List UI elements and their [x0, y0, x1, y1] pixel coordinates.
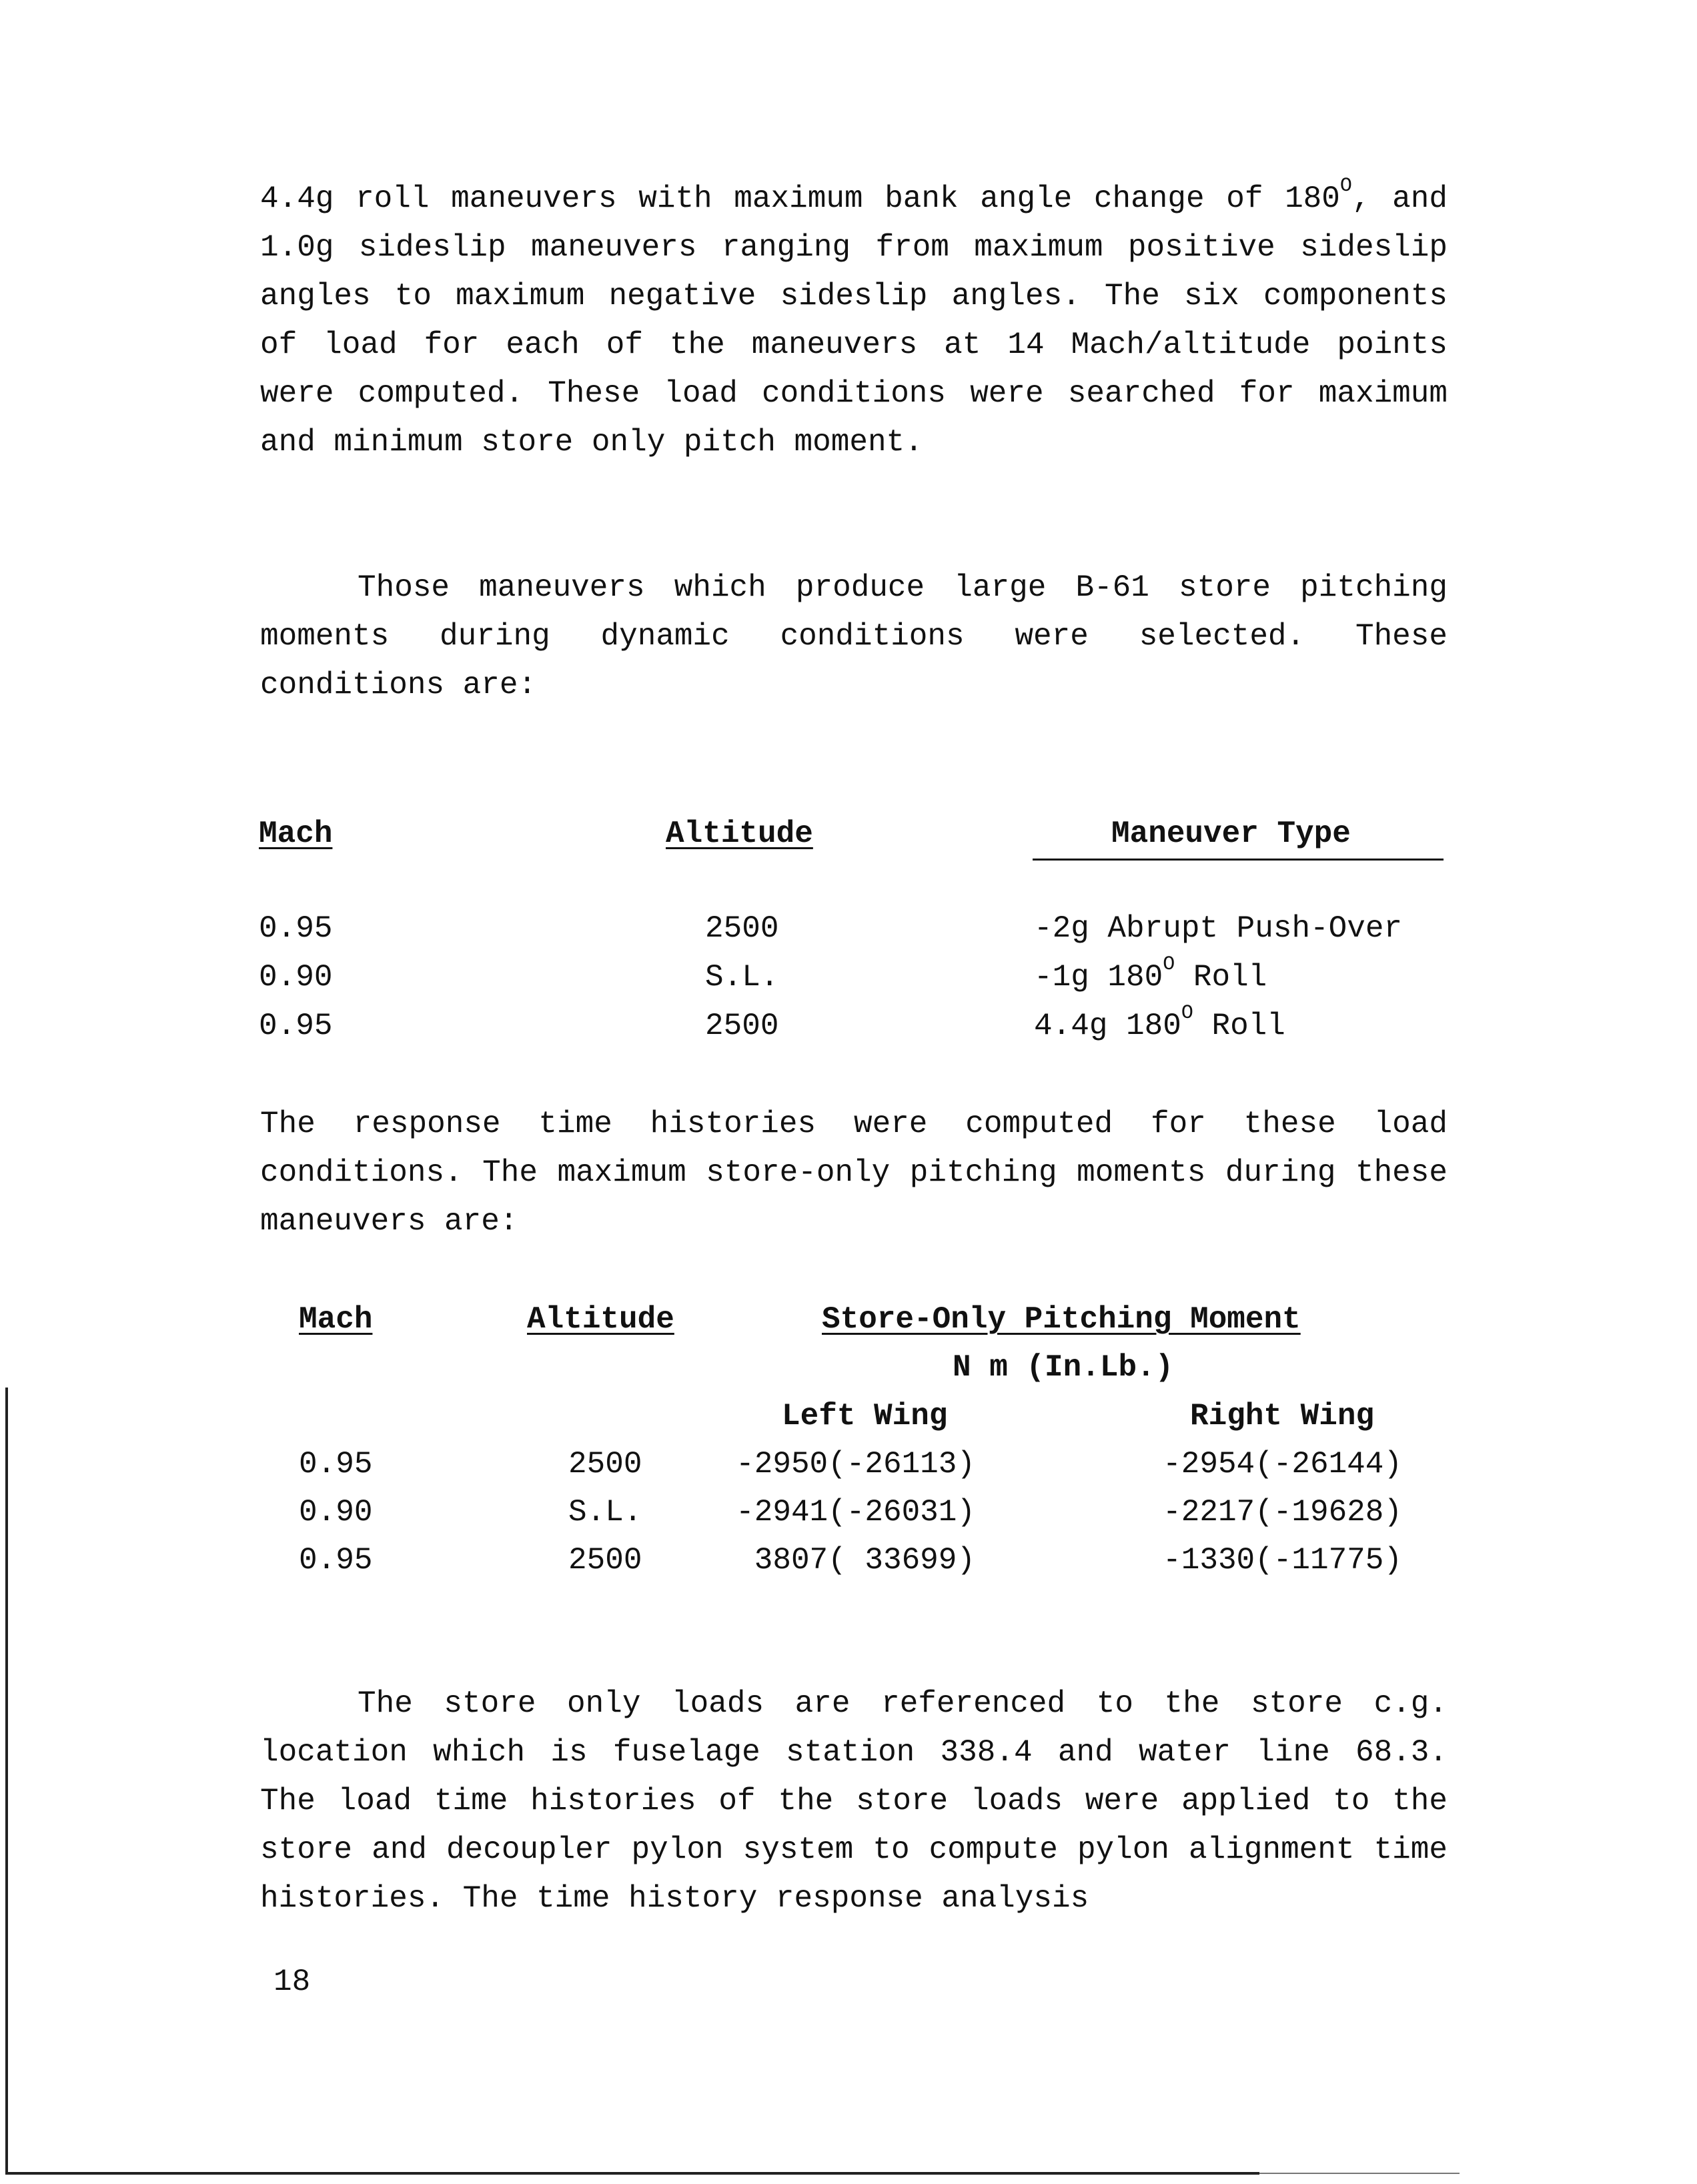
table1-header-altitude: Altitude [666, 816, 813, 851]
table2-cell-left-wing: -2950(-26113) [736, 1447, 975, 1482]
maneuver-text: -2g Abrupt Push-Over [1034, 911, 1403, 946]
table2-header-mach: Mach [299, 1302, 373, 1337]
table2-cell-mach: 0.95 [299, 1543, 373, 1578]
table1-cell-altitude: S.L. [705, 960, 779, 995]
table1-cell-maneuver [1034, 953, 1267, 1002]
table2-header-units: N m (In.Lb.) [953, 1350, 1174, 1385]
table2-header-left-wing: Left Wing [782, 1399, 948, 1434]
table1-cell-mach: 0.95 [259, 911, 333, 946]
table2-header-row [0, 1295, 1697, 1344]
table1-cell-mach: 0.95 [259, 1009, 333, 1043]
table2-units-row [0, 1343, 1697, 1392]
table2-header-right-wing: Right Wing [1190, 1399, 1375, 1434]
scan-edge-bottom [5, 2172, 1259, 2175]
table2-cell-right-wing: -2217(-19628) [1163, 1495, 1402, 1530]
degree-superscript: O [1339, 175, 1352, 197]
table2-header-altitude: Altitude [527, 1302, 674, 1337]
table-row [0, 953, 1697, 1002]
paragraph-response-histories: The response time histories were computed for these load conditions. The maximum store-only pitching moments during these maneuvers are: [260, 1107, 1448, 1239]
table2-cell-right-wing: -2954(-26144) [1163, 1447, 1402, 1482]
table-row [0, 1488, 1697, 1537]
table1-header-maneuver-rule [1033, 810, 1444, 861]
scan-edge-bottom-faint [1259, 2173, 1460, 2174]
paragraph-maneuvers [260, 175, 1448, 467]
paragraph-store-loads: The store only loads are referenced to the store c.g. location which is fuselage station 338.4 and water line 68.3. The load time histories of the store loads were applied to the store and decoupler pylon system to compute pylon alignment time histories. The time history response analysis [260, 1686, 1448, 1916]
table1-cell-altitude: 2500 [705, 1009, 779, 1043]
scan-edge-left [5, 1388, 8, 2175]
table2-cell-mach: 0.95 [299, 1447, 373, 1482]
table-row [0, 1536, 1697, 1585]
table2-cell-left-wing: -2941(-26031) [736, 1495, 975, 1530]
maneuver-text: 4.4g 180 [1034, 1009, 1181, 1043]
degree-superscript: O [1181, 1002, 1193, 1025]
table2-cell-altitude: 2500 [568, 1447, 642, 1482]
maneuver-suffix: Roll [1193, 1009, 1285, 1043]
table1-header-maneuver: Maneuver Type [1111, 816, 1351, 851]
paragraph-selected-maneuvers: Those maneuvers which produce large B-61 store pitching moments during dynamic conditions were selected. These conditions are: [260, 570, 1448, 702]
table2-cell-right-wing: -1330(-11775) [1163, 1543, 1402, 1578]
page-number: 18 [273, 1965, 311, 1999]
paragraph-text: , and 1.0g sideslip maneuvers ranging from maximum positive sideslip angles to maximum negative sideslip angles. The six components of load for each of the maneuvers at 14 Mach/altitude points were computed. These load conditions were searched for maximum and minimum store only pitch moment. [260, 181, 1448, 460]
table1-header-mach: Mach [259, 816, 333, 851]
degree-superscript: O [1163, 953, 1175, 976]
table1-cell-mach: 0.90 [259, 960, 333, 995]
table1-header-row [0, 810, 1697, 859]
table2-header-moment: Store-Only Pitching Moment [822, 1302, 1301, 1337]
table-row [0, 1440, 1697, 1489]
table1-cell-altitude: 2500 [705, 911, 779, 946]
table-row [0, 1002, 1697, 1051]
table2-cell-left-wing: 3807( 33699) [754, 1543, 975, 1578]
table1-cell-maneuver [1034, 1002, 1285, 1051]
table-row [0, 905, 1697, 953]
table2-cell-altitude: S.L. [568, 1495, 642, 1530]
maneuver-text: -1g 180 [1034, 960, 1163, 995]
table2-cell-mach: 0.90 [299, 1495, 373, 1530]
maneuver-suffix: Roll [1175, 960, 1267, 995]
table2-cell-altitude: 2500 [568, 1543, 642, 1578]
table2-subheader-row [0, 1392, 1697, 1441]
paragraph-text: 4.4g roll maneuvers with maximum bank angle change of 180 [260, 181, 1340, 216]
table1-cell-maneuver [1034, 905, 1402, 953]
